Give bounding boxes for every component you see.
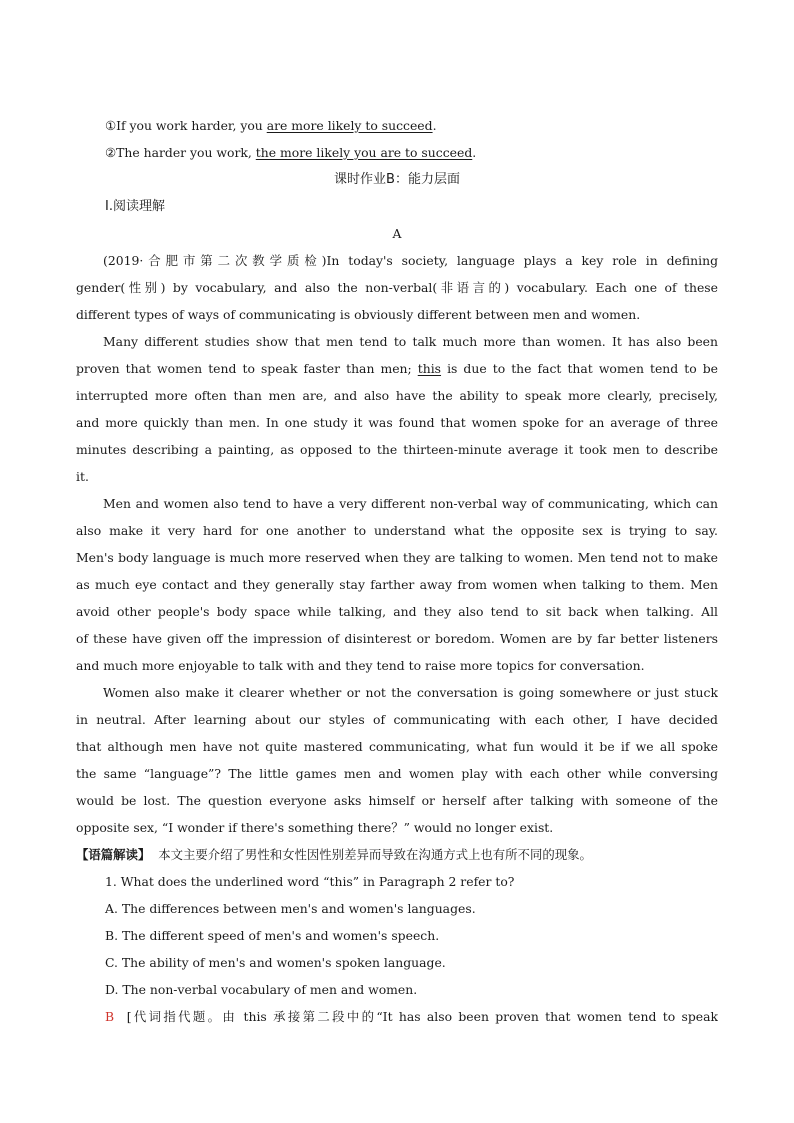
underlined-phrase: the more likely you are to succeed — [255, 145, 473, 160]
passage-interpretation: 【语篇解读】 本文主要介绍了男性和女性因性别差异而导致在沟通方式上也有所不同的现象。 — [76, 847, 592, 862]
passage-label: A — [392, 226, 402, 241]
passage-line: that although men have not quite mastered communicating, what fun would it be if we all spoke — [76, 739, 718, 754]
option-d: D. The non-verbal vocabulary of men and women. — [105, 982, 418, 997]
underlined-word-this: this — [417, 361, 442, 376]
passage-line: minutes describing a painting, as opposed to the thirteen-minute average it took men to describe — [76, 442, 718, 457]
passage-line: avoid other people's body space while talking, and they also tend to sit back when talking. All — [76, 604, 718, 619]
answer-explanation: B [代词指代题。由 this 承接第二段中的“It has also been proven that women tend to speak — [105, 1009, 718, 1024]
passage-line: proven that women tend to speak faster than men; this is due to the fact that women tend to be — [76, 361, 718, 376]
passage-line: also make it very hard for one another to understand what the opposite sex is trying to say. — [76, 523, 718, 538]
passage-line: would be lost. The question everyone asks himself or herself after talking with someone of the — [76, 793, 718, 808]
passage-line: different types of ways of communicating is obviously different between men and women. — [76, 307, 641, 322]
passage-line: and more quickly than men. In one study it was found that women spoke for an average of three — [76, 415, 718, 430]
passage-line: interrupted more often than men are, and also have the ability to speak more clearly, precisely, — [76, 388, 718, 403]
document-content — [76, 112, 718, 1030]
option-b: B. The different speed of men's and women's speech. — [105, 928, 440, 943]
question-stem: 1. What does the underlined word “this” in Paragraph 2 refer to? — [105, 874, 515, 889]
example-sentence-1: ①If you work harder, you are more likely to succeed. — [105, 118, 437, 133]
passage-line: Women also make it clearer whether or not the conversation is going somewhere or just stuck — [103, 685, 718, 700]
passage-line: and much more enjoyable to talk with and they tend to raise more topics for conversation. — [76, 658, 645, 673]
passage-line: it. — [76, 469, 89, 484]
passage-line: as much eye contact and they generally stay farther away from women when talking to them. Men — [76, 577, 718, 592]
passage-line: (2019·合肥市第二次教学质检)In today's society, language plays a key role in defining — [103, 253, 718, 268]
passage-line: in neutral. After learning about our styles of communicating with each other, I have decided — [76, 712, 718, 727]
underlined-phrase: are more likely to succeed — [266, 118, 433, 133]
passage-line: opposite sex, “I wonder if there's something there？” would no longer exist. — [76, 820, 554, 835]
interpretation-label: 【语篇解读】 — [76, 847, 151, 862]
answer-letter: B — [105, 1009, 115, 1024]
option-c: C. The ability of men's and women's spoken language. — [105, 955, 446, 970]
passage-line: Men's body language is much more reserved when they are talking to women. Men tend not to make — [76, 550, 718, 565]
passage-line: Men and women also tend to have a very different non-verbal way of communicating, which can — [103, 496, 718, 511]
part-heading: Ⅰ.阅读理解 — [105, 199, 165, 214]
passage-line: the same “language”? The little games men and women play with each other while conversing — [76, 766, 718, 781]
passage-line: Many different studies show that men tend to talk much more than women. It has also been — [103, 334, 718, 349]
section-title: 课时作业B：能力层面 — [334, 172, 460, 187]
example-sentence-2: ②The harder you work, the more likely you are to succeed. — [105, 145, 477, 160]
passage-line: of these have given off the impression of disinterest or boredom. Women are by far better listeners — [76, 631, 718, 646]
passage-line: gender(性别) by vocabulary, and also the non-verbal(非语言的) vocabulary. Each one of these — [76, 280, 718, 295]
option-a: A. The differences between men's and women's languages. — [105, 901, 476, 916]
